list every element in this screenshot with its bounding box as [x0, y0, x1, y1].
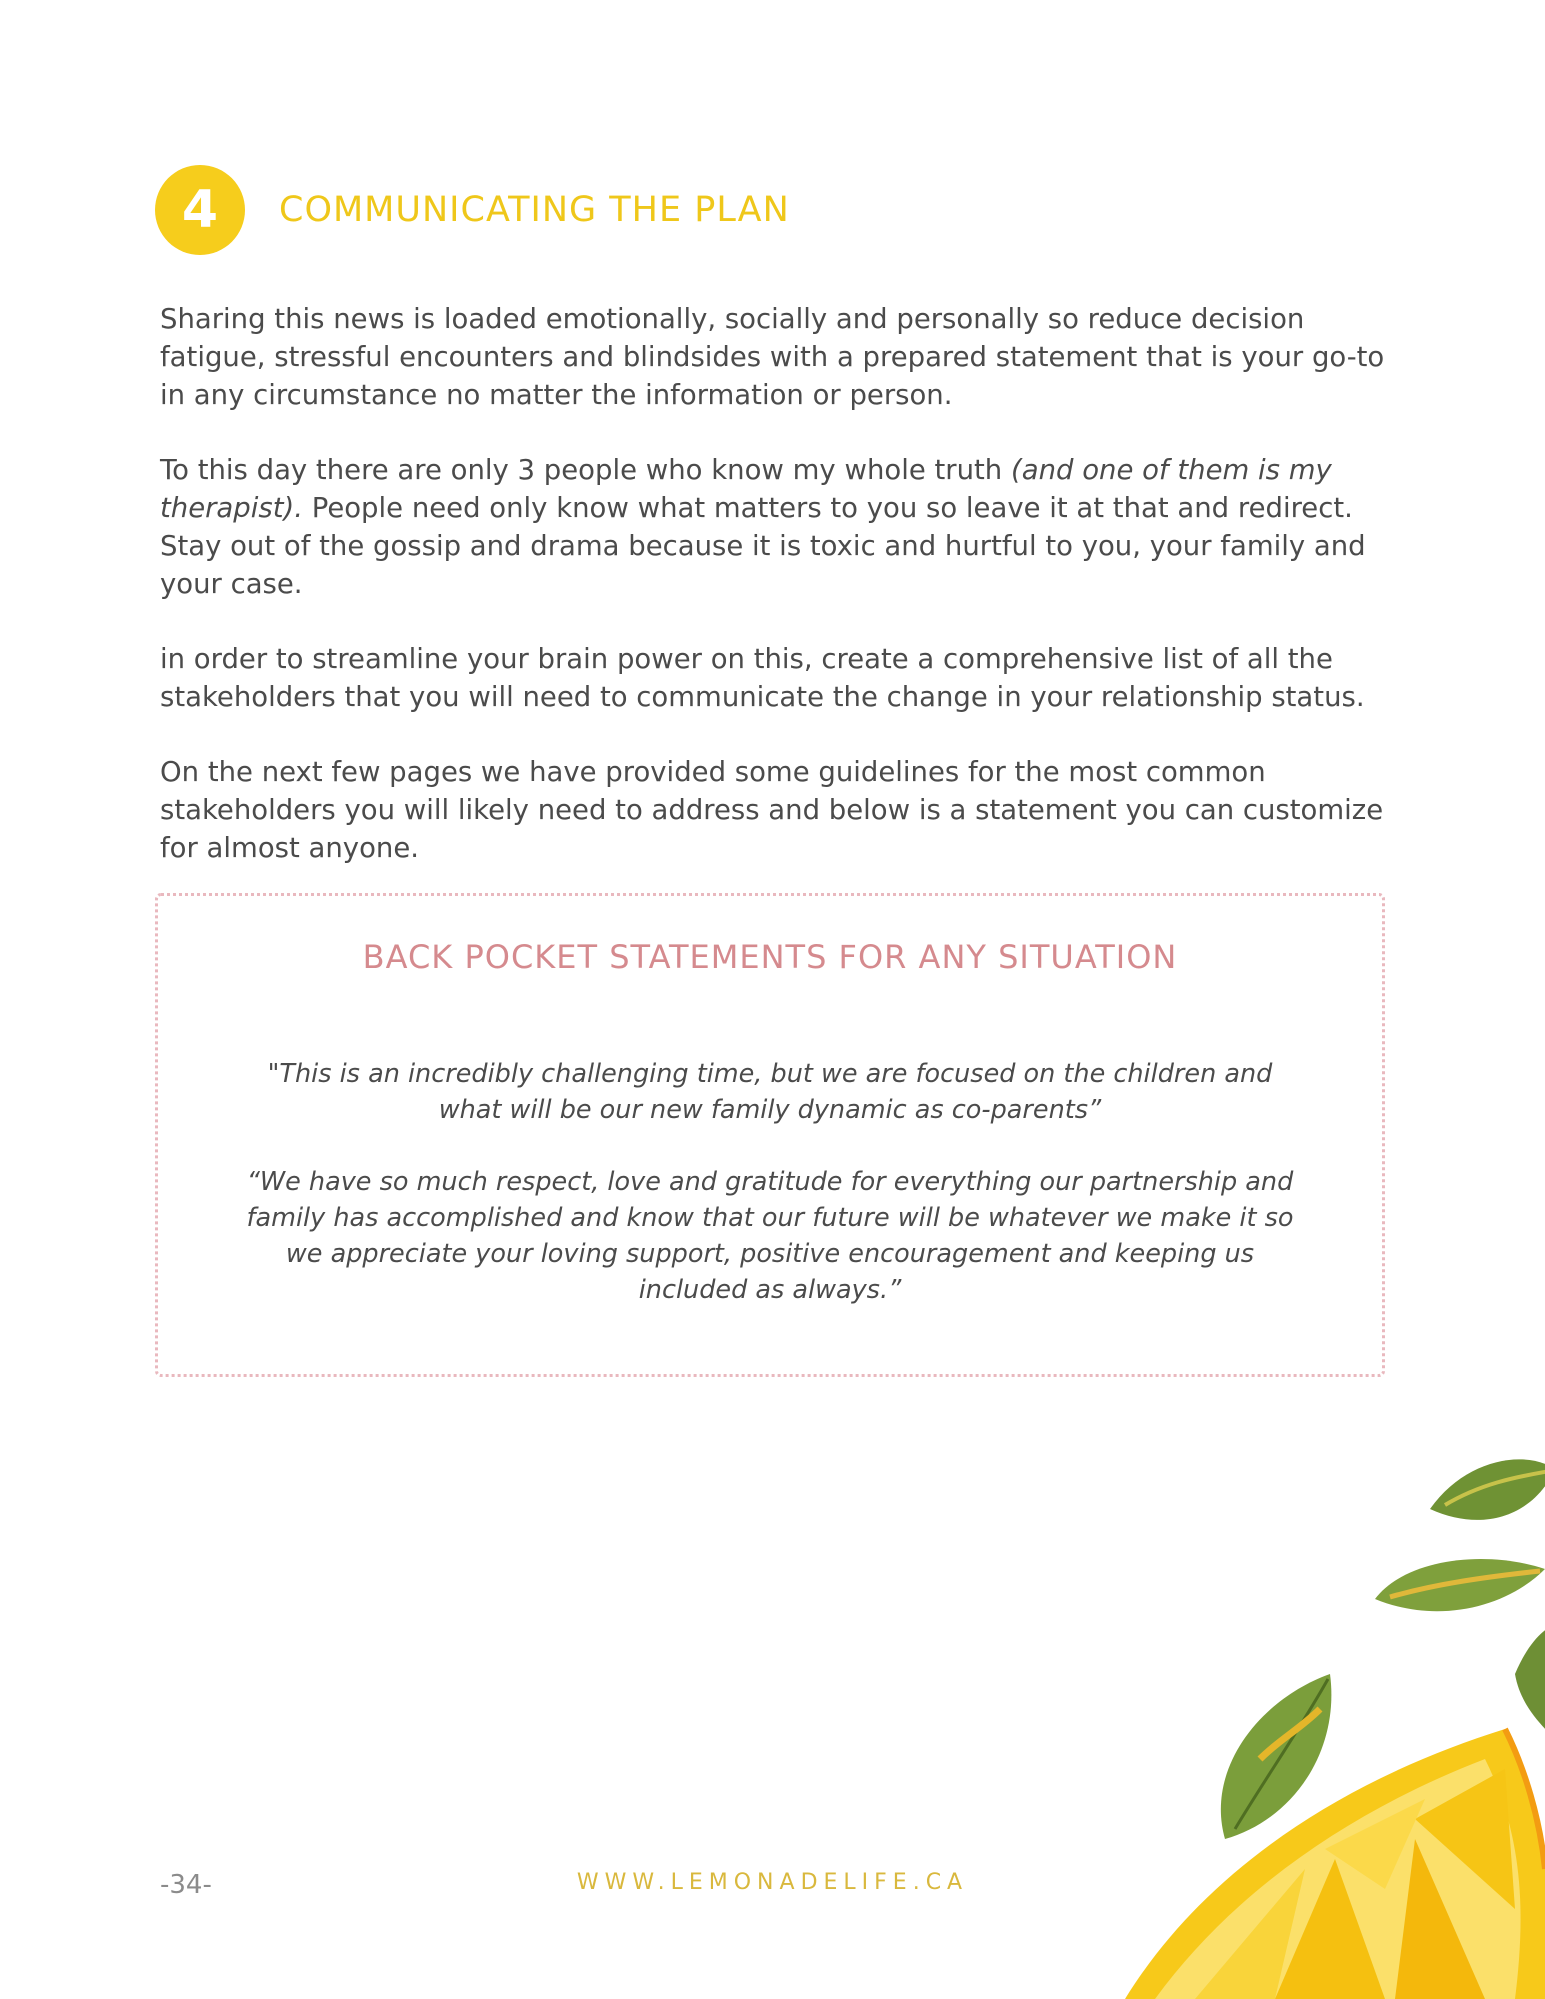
leaf-middle-icon [1375, 1559, 1545, 1611]
back-pocket-statements-box [155, 893, 1385, 1377]
step-number-badge: 4 [155, 165, 245, 255]
paragraph-guidelines: On the next few pages we have provided some guidelines for the most common stakeholders you will likely need to address and below is a statement you can customize for almost anyone. [160, 756, 1384, 864]
statement-quote-2: “We have so much respect, love and gratitude for everything our partnership and family has accomplished and know that our future will be whatever we make it so we appreciate your loving support, positive encouragement and keeping us included as always.” [246, 1167, 1294, 1305]
paragraph-stakeholders: in order to streamline your brain power on this, create a comprehensive list of all the stakeholders that you will need to communicate the change in your relationship status. [160, 643, 1365, 713]
page-number: -34- [160, 1870, 212, 1900]
section-header [155, 164, 790, 256]
statement-box-title: BACK POCKET STATEMENTS FOR ANY SITUATION [362, 938, 1178, 976]
paragraph-truth-italic: (and one of them is my therapist). [160, 454, 1332, 524]
paragraph-truth-end: People need only know what matters to you so leave it at that and redirect. Stay out of the gossip and drama because it is toxic and hurtful to you, your family and your case. [160, 492, 1366, 600]
leaf-top-icon [1430, 1459, 1545, 1520]
section-title: COMMUNICATING THE PLAN [279, 190, 790, 230]
leaf-right-edge-icon [1515, 1624, 1545, 1739]
footer-website-url: WWW.LEMONADELIFE.CA [576, 1870, 969, 1895]
paragraph-truth [160, 451, 1390, 603]
body-text [160, 300, 1390, 904]
paragraph-truth-start: To this day there are only 3 people who know my whole truth [160, 454, 1011, 486]
paragraph-intro: Sharing this news is loaded emotionally, socially and personally so reduce decision fatigue, stressful encounters and blindsides with a prepared statement that is your go-to in any circumstance no matter the information or person. [160, 303, 1385, 411]
lemon-leaves-decoration [1085, 1439, 1545, 1999]
statement-quote-1: "This is an incredibly challenging time, but we are focused on the children and what will be our new family dynamic as co-parents” [267, 1059, 1273, 1125]
